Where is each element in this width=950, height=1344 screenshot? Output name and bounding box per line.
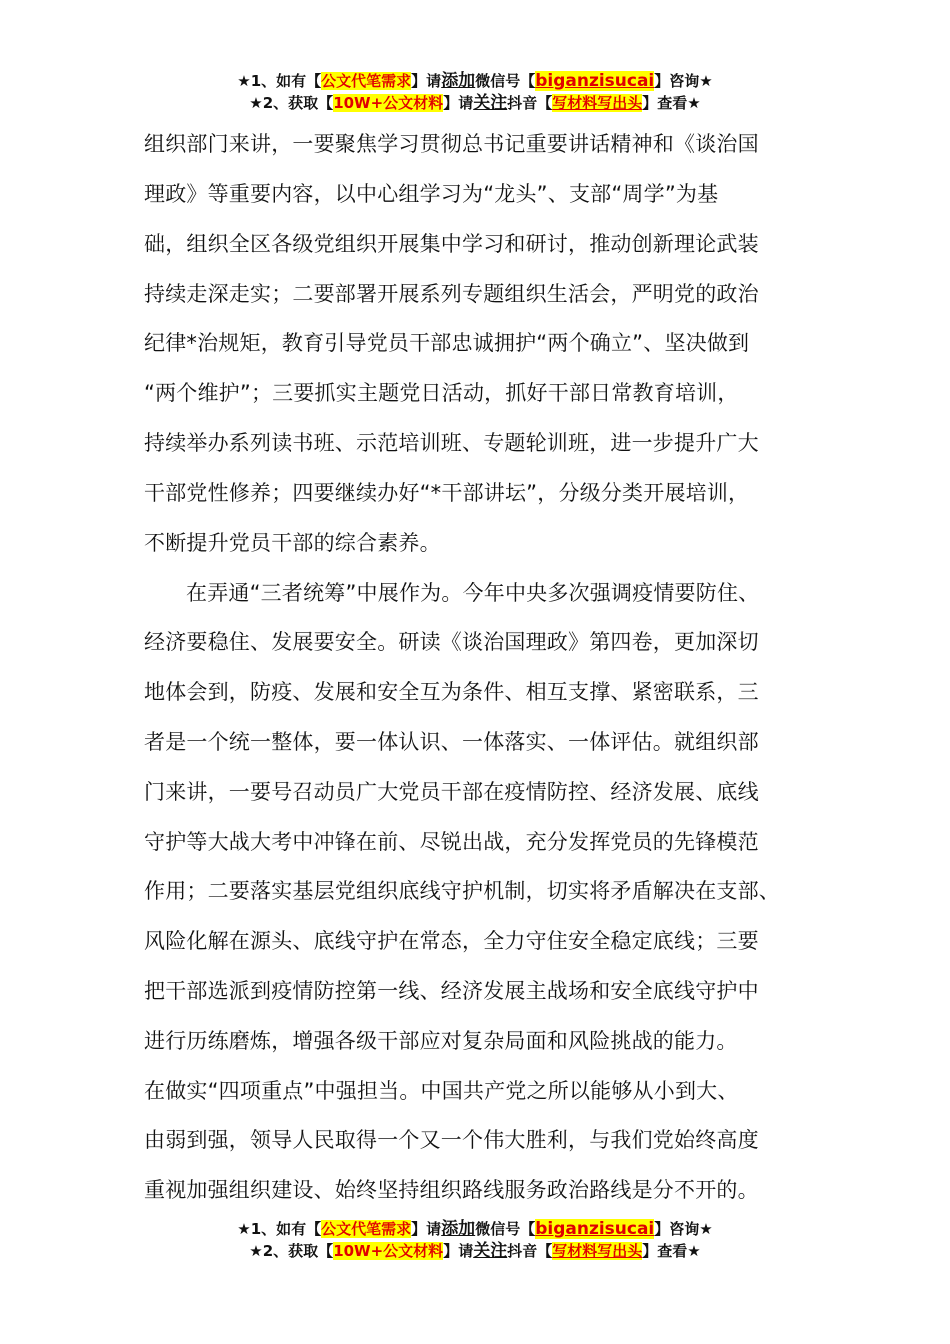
body-line: 门来讲，一要号召动员广大党员干部在疫情防控、经济发展、底线 [144,780,759,804]
banner-text: 抖音【 [507,94,553,112]
body-line: 持续举办系列读书班、示范培训班、专题轮训班，进一步提升广大 [144,431,759,455]
body-line: 理政》等重要内容，以中心组学习为“龙头”、支部“周学”为基 [144,182,719,206]
body-line: 风险化解在源头、底线守护在常态，全力守住安全稳定底线；三要 [144,929,759,953]
banner-text: ★2、获取【 [249,94,334,112]
banner-text: 】查看★ [642,1242,701,1260]
banner-line-2 [0,1240,950,1262]
body-line: 干部党性修养；四要继续办好“*干部讲坛”，分级分类开展培训， [144,481,750,505]
body-line: 地体会到，防疫、发展和安全互为条件、相互支撑、紧密联系，三 [144,680,759,704]
body-line: 持续走深走实；二要部署开展系列专题组织生活会，严明党的政治 [144,282,759,306]
body-line: 作用；二要落实基层党组织底线守护机制，切实将矛盾解决在支部、 [144,879,780,903]
banner-text: 】请 [443,94,474,112]
banner-emphasis: 关注 [473,93,508,113]
body-line: 守护等大战大考中冲锋在前、尽锐出战，充分发挥党员的先锋模范 [144,830,759,854]
banner-text: 微信号【 [475,72,536,90]
banner-text: 】查看★ [642,94,701,112]
body-line: 者是一个统一整体，要一体认识、一体落实、一体评估。就组织部 [144,730,759,754]
body-line: 经济要稳住、发展要安全。研读《谈治国理政》第四卷，更加深切 [144,630,759,654]
douyin-account[interactable]: 写材料写出头 [552,1242,643,1260]
paragraph-start-line: 在做实“四项重点”中强担当。中国共产党之所以能够从小到大、 [144,1079,739,1103]
banner-line-2 [0,92,950,114]
banner-text: ★2、获取【 [249,1242,334,1260]
highlight-ghostwriting: 公文代笔需求 [321,72,412,90]
banner-text: 微信号【 [475,1220,536,1238]
highlight-materials: 10W+公文材料 [333,94,444,112]
banner-text: 】请 [443,1242,474,1260]
body-line: “两个维护”；三要抓实主题党日活动，抓好干部日常教育培训， [144,381,739,405]
banner-text: 】咨询★ [654,72,713,90]
banner-text: 抖音【 [507,1242,553,1260]
highlight-materials: 10W+公文材料 [333,1242,444,1260]
banner-text: 】咨询★ [654,1220,713,1238]
highlight-ghostwriting: 公文代笔需求 [321,1220,412,1238]
paragraph-start-line: 在弄通“三者统筹”中展作为。今年中央多次强调疫情要防住、 [186,581,760,605]
wechat-id[interactable]: biganzisucai [535,1219,655,1239]
wechat-id[interactable]: biganzisucai [535,71,655,91]
banner-text: ★1、如有【 [237,72,322,90]
body-line: 重视加强组织建设、始终坚持组织路线服务政治路线是分不开的。 [144,1178,759,1202]
body-line: 础，组织全区各级党组织开展集中学习和研讨，推动创新理论武装 [144,232,759,256]
body-line: 进行历练磨炼，增强各级干部应对复杂局面和风险挑战的能力。 [144,1029,738,1053]
banner-text: 】请 [411,72,442,90]
banner-emphasis: 添加 [441,71,476,91]
banner-line-1 [0,1218,950,1240]
body-line: 不断提升党员干部的综合素养。 [144,531,441,555]
body-line: 把干部选派到疫情防控第一线、经济发展主战场和安全底线守护中 [144,979,759,1003]
banner-text: 】请 [411,1220,442,1238]
body-line: 组织部门来讲，一要聚焦学习贯彻总书记重要讲话精神和《谈治国 [144,132,759,156]
banner-emphasis: 关注 [473,1241,508,1261]
banner-text: ★1、如有【 [237,1220,322,1238]
body-line: 纪律*治规矩，教育引导党员干部忠诚拥护“两个确立”、坚决做到 [144,331,750,355]
douyin-account[interactable]: 写材料写出头 [552,94,643,112]
body-line: 由弱到强，领导人民取得一个又一个伟大胜利，与我们党始终高度 [144,1128,759,1152]
banner-line-1 [0,70,950,92]
top-banner [0,70,950,114]
banner-emphasis: 添加 [441,1219,476,1239]
bottom-banner [0,1218,950,1262]
